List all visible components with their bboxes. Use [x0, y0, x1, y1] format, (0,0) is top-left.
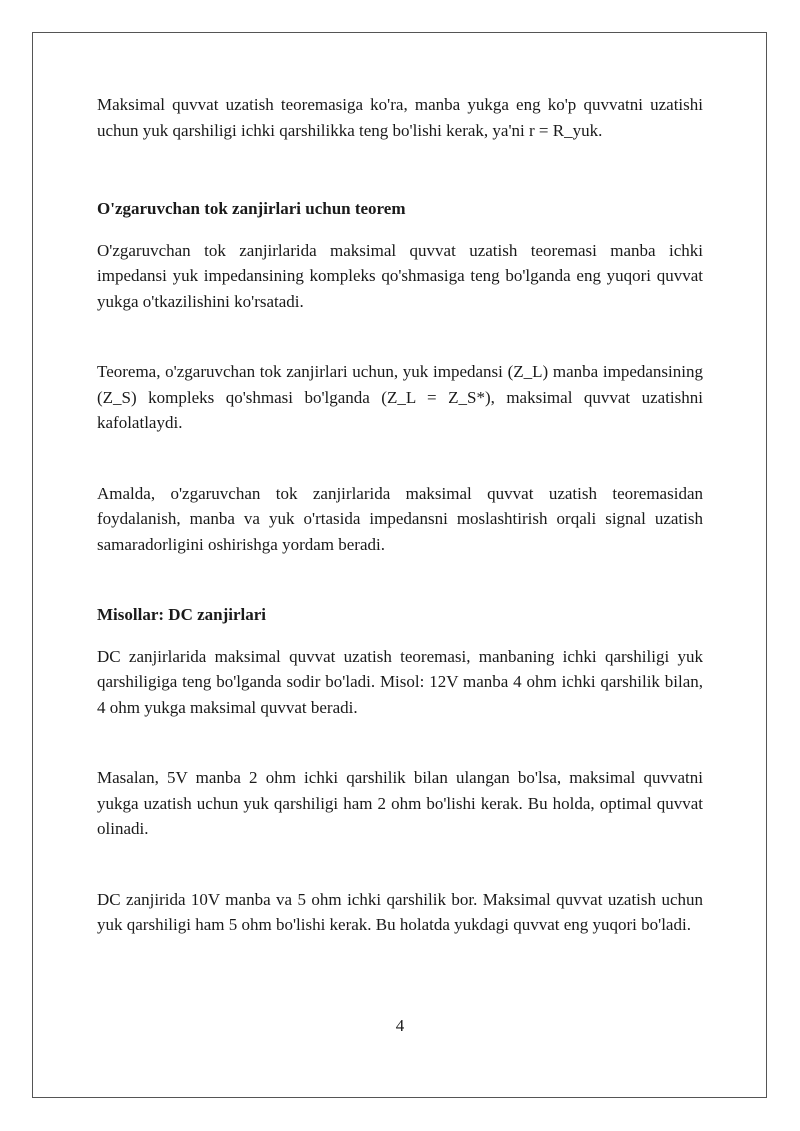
- heading-dc-examples: Misollar: DC zanjirlari: [97, 605, 267, 624]
- paragraph-ac-practice: Amalda, o'zgaruvchan tok zanjirlarida maksimal quvvat uzatish teoremasidan foydalanish, manba va yuk o'rtasida impedansni moslashtirish orqali signal uzatish samaradorligini oshirishga yordam beradi.: [97, 483, 703, 554]
- paragraph-max-power-intro: Maksimal quvvat uzatish teoremasiga ko'ra, manba yukga eng ko'p quvvatni uzatishi uchun yuk qarshiligi ichki qarshilikka teng bo'lishi kerak, ya'ni r = R_yuk.: [97, 95, 703, 140]
- paragraph-dc-example-1: DC zanjirlarida maksimal quvvat uzatish teoremasi, manbaning ichki qarshiligi yuk qarshiligiga teng bo'lganda sodir bo'ladi. Misol: 12V manba 4 ohm ichki qarshilik bilan, 4 ohm yukga maksimal quvvat beradi.: [97, 646, 703, 717]
- paragraph-ac-conjugate: Teorema, o'zgaruvchan tok zanjirlari uchun, yuk impedansi (Z_L) manba impedansining (Z_S) kompleks qo'shmasi bo'lganda (Z_L = Z_S*), maksimal quvvat uzatishni kafolatlaydi.: [97, 362, 703, 432]
- paragraph-ac-theorem: O'zgaruvchan tok zanjirlarida maksimal quvvat uzatish teoremasi manba ichki impedansi yuk impedansining kompleks qo'shmasiga teng bo'lganda eng yuqori quvvat yukga o'tkazilishini ko'rsatadi.: [97, 240, 703, 311]
- page-content: [97, 92, 703, 938]
- paragraph-dc-example-2: Masalan, 5V manba 2 ohm ichki qarshilik bilan ulangan bo'lsa, maksimal quvvatni yukga uzatish uchun yuk qarshiligi ham 2 ohm bo'lishi kerak. Bu holda, optimal quvvat olinadi.: [97, 768, 703, 838]
- page-number: 4: [395, 1016, 405, 1035]
- heading-ac-circuits: O'zgaruvchan tok zanjirlari uchun teorem: [97, 199, 406, 218]
- paragraph-dc-example-3: DC zanjirida 10V manba va 5 ohm ichki qarshilik bor. Maksimal quvvat uzatish uchun yuk qarshiligi ham 5 ohm bo'lishi kerak. Bu holatda yukdagi quvvat eng yuqori bo'ladi.: [97, 889, 703, 934]
